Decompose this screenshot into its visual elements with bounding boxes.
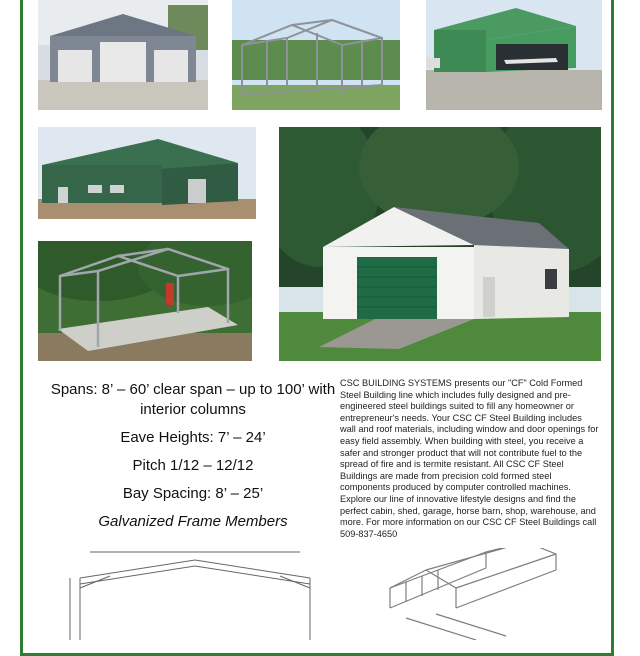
photo-green-hangar [426,0,602,110]
photo-white-garage [279,127,601,361]
spec-pitch: Pitch 1/12 – 12/12 [132,457,254,474]
frame-elevation-drawing [60,548,330,640]
frame-isometric-drawing [386,548,562,640]
spec-bay-spacing: Bay Spacing: 8’ – 25’ [122,485,264,502]
product-description: CSC BUILDING SYSTEMS presents our "CF" Cold Formed Steel Building line which includes fully designed and pre-engineered steel buildings suited to fill any homeowner or entrepreneur's needs. Your CSC CF Steel Building includes wall and roof materials, including window and door openings for easy field assembly. When building with steel, you receive a safer and stronger product that will not contribute fuel to the spread of fire and is termite resistant. All CSC CF Steel Buildings are made from precision cold formed steel components produced by computer controlled machines. Explore our line of innovative lifestyle designs and find the perfect cabin, shed, garage, horse barn, shop, warehouse, and more. For more information on our CSC CF Steel Buildings call 509-837-4650 [340,378,599,539]
photo-frame-on-slab [38,241,252,361]
spec-galvanized: Galvanized Frame Members [98,513,288,530]
photo-steel-frame [232,0,400,110]
photo-green-warehouse [38,127,256,219]
spec-spans: Spans: 8’ – 60’ clear span – up to 100’ with interior columns [50,381,336,418]
specs-block [48,380,338,540]
spec-eave-heights: Eave Heights: 7’ – 24’ [120,429,266,446]
photo-gray-garage [38,0,208,110]
